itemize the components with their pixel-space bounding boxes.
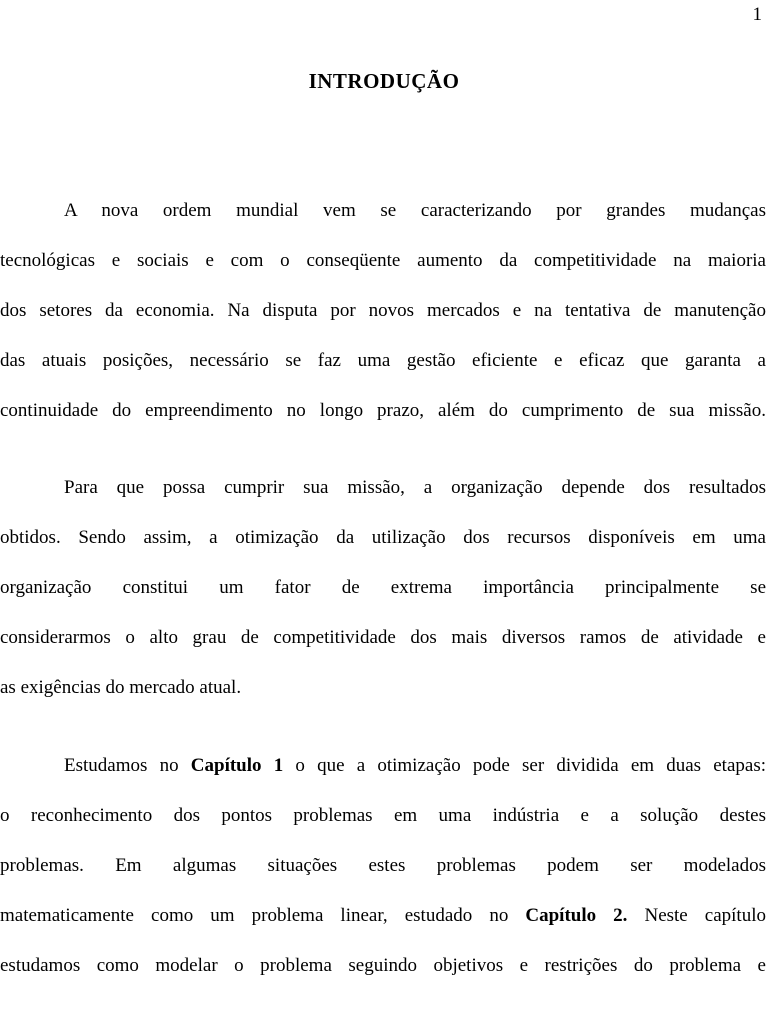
chapter-reference: Capítulo 1 (190, 755, 284, 776)
chapter-reference: Capítulo 2. (525, 905, 628, 926)
paragraph-line: A nova ordem mundial vem se caracterizando por grandes mudanças (64, 200, 766, 221)
paragraph-line (0, 905, 766, 955)
paragraph-line: as exigências do mercado atual. (0, 677, 242, 698)
paragraph-line: Para que possa cumprir sua missão, a organização depende dos resultados (64, 477, 766, 498)
paragraph-line: tecnológicas e sociais e com o conseqüente aumento da competitividade na maioria (0, 250, 766, 271)
paragraph-line: problemas. Em algumas situações estes problemas podem ser modelados (0, 855, 766, 876)
text-run: Estudamos no (64, 755, 191, 776)
paragraph-line: obtidos. Sendo assim, a otimização da utilização dos recursos disponíveis em uma (0, 527, 766, 548)
paragraph-line: das atuais posições, necessário se faz uma gestão eficiente e eficaz que garanta a (0, 350, 766, 371)
paragraph-1 (0, 200, 766, 450)
paragraph-2 (0, 477, 766, 727)
text-run: matematicamente como um problema linear, estudado no (0, 905, 526, 926)
paragraph-line: estudamos como modelar o problema seguindo objetivos e restrições do problema e (0, 955, 766, 976)
paragraph-line: dos setores da economia. Na disputa por novos mercados e na tentativa de manutenção (0, 300, 766, 321)
paragraph-line (0, 755, 766, 805)
paragraph-3 (0, 755, 766, 1005)
page-number: 1 (752, 4, 762, 25)
paragraph-line: o reconhecimento dos pontos problemas em uma indústria e a solução destes (0, 805, 766, 826)
paragraph-line: organização constitui um fator de extrema importância principalmente se (0, 577, 766, 598)
text-run: Neste capítulo (627, 905, 766, 926)
text-run: o que a otimização pode ser dividida em duas etapas: (283, 755, 766, 776)
chapter-title: INTRODUÇÃO (308, 69, 460, 93)
paragraph-line: considerarmos o alto grau de competitividade dos mais diversos ramos de atividade e (0, 627, 766, 648)
paragraph-line: continuidade do empreendimento no longo prazo, além do cumprimento de sua missão. (0, 400, 766, 421)
